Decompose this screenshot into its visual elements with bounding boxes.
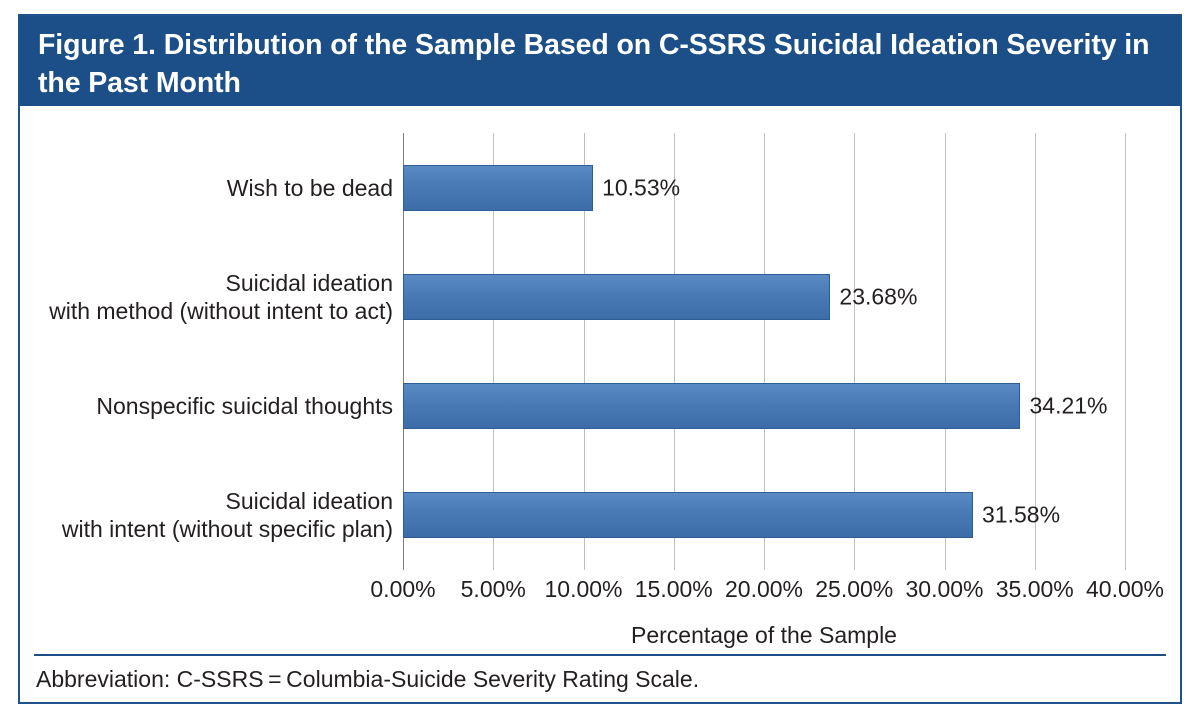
bar-value-label: 31.58% (982, 501, 1061, 528)
bar-row (403, 242, 1125, 351)
category-label-line: Wish to be dead (226, 174, 393, 201)
bar[interactable] (403, 165, 593, 211)
x-tick-label: 40.00% (1085, 576, 1165, 602)
category-label-line: Suicidal ideation (225, 269, 393, 296)
bar-row (403, 133, 1125, 242)
plot-area (403, 133, 1125, 570)
bar-value-label: 10.53% (602, 174, 681, 201)
bar-row (403, 352, 1125, 461)
figure-title: Figure 1. Distribution of the Sample Based on C-SSRS Suicidal Ideation Severity in the Past Month (38, 29, 1150, 99)
figure-container (18, 14, 1182, 704)
bar[interactable] (403, 274, 830, 320)
x-tick-label: 35.00% (995, 576, 1074, 602)
bar-value-label: 23.68% (839, 283, 918, 310)
x-tick-label: 5.00% (460, 576, 526, 602)
x-tick-label: 20.00% (724, 576, 804, 602)
x-axis-tick-labels (370, 576, 1165, 606)
bar[interactable] (403, 492, 973, 538)
category-axis-labels (20, 133, 403, 570)
x-tick-label: 30.00% (905, 576, 984, 602)
x-tick-label: 25.00% (815, 576, 894, 602)
category-label-line: Suicidal ideation (225, 488, 393, 515)
bar-row (403, 461, 1125, 570)
x-tick-label: 10.00% (544, 576, 623, 602)
figure-title-bar (20, 16, 1180, 106)
x-axis-title: Percentage of the Sample (631, 622, 897, 648)
category-label (33, 392, 403, 420)
bar-value-label: 34.21% (1029, 392, 1108, 419)
chart-area (20, 106, 1180, 658)
bar[interactable] (403, 383, 1020, 429)
gridline (1125, 133, 1126, 570)
figure-footnote: Abbreviation: C-SSRS = Columbia-Suicide Severity Rating Scale. (36, 666, 700, 692)
category-label-line: with method (without intent to act) (49, 297, 393, 324)
footer-divider (34, 654, 1166, 656)
x-tick-label: 0.00% (370, 576, 436, 602)
category-label (33, 269, 403, 325)
category-label (33, 487, 403, 543)
category-label-line: Nonspecific suicidal thoughts (96, 393, 393, 420)
category-label-line: with intent (without specific plan) (61, 516, 393, 543)
x-tick-label: 15.00% (634, 576, 713, 602)
category-label (33, 174, 403, 202)
